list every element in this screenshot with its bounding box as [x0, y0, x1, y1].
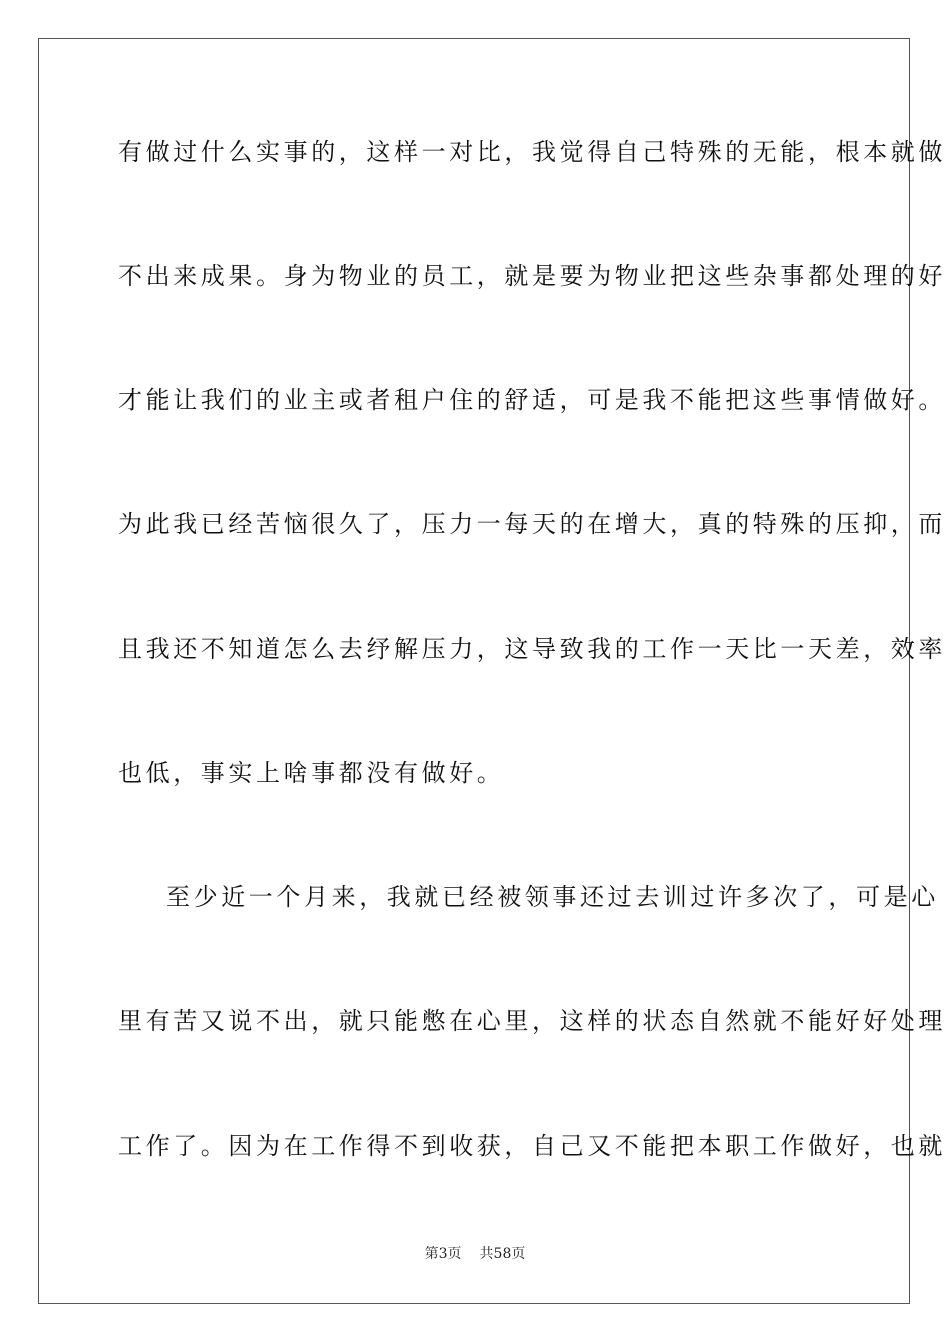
- body-line-4: 为此我已经苦恼很久了，压力一每天的在增大，真的特殊的压抑，而: [118, 510, 946, 538]
- body-line-5: 且我还不知道怎么去纾解压力，这导致我的工作一天比一天差，效率: [118, 635, 946, 663]
- page-border: [38, 38, 946, 1304]
- page-number: 第3页: [424, 1246, 462, 1262]
- page-total: 共58页: [479, 1246, 526, 1262]
- body-line-6: 也低，事实上啥事都没有做好。: [118, 759, 505, 787]
- body-line-3: 才能让我们的业主或者租户住的舒适，可是我不能把这些事情做好。: [118, 386, 946, 414]
- page-footer: [0, 1245, 950, 1263]
- body-line-7: 至少近一个月来，我就已经被领事还过去训过许多次了，可是心: [166, 883, 939, 911]
- body-line-9: 工作了。因为在工作得不到收获，自己又不能把本职工作做好，也就: [118, 1132, 946, 1160]
- body-line-8: 里有苦又说不出，就只能憋在心里，这样的状态自然就不能好好处理: [118, 1007, 946, 1035]
- body-line-1: 有做过什么实事的，这样一对比，我觉得自己特殊的无能，根本就做: [118, 138, 946, 166]
- body-line-2: 不出来成果。身为物业的员工，就是要为物业把这些杂事都处理的好: [118, 262, 946, 290]
